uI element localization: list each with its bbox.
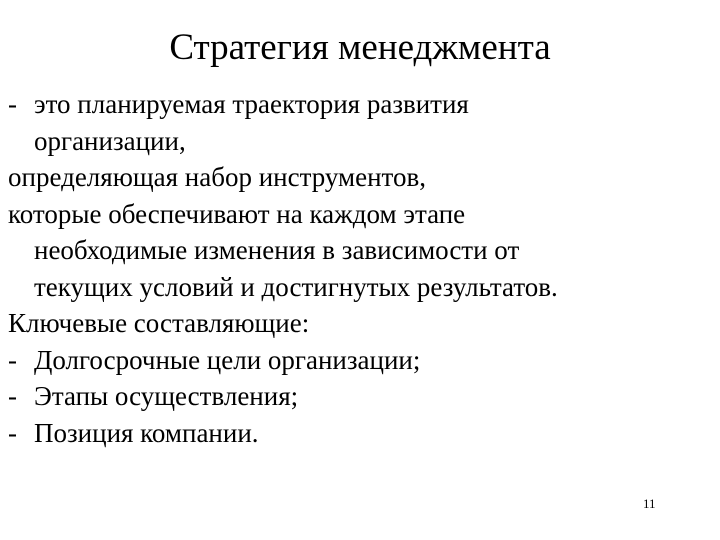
bullet-dash: - xyxy=(8,344,17,375)
line-text: текущих условий и достигнутых результатов. xyxy=(34,271,558,302)
components-heading xyxy=(8,305,713,342)
definition-line-1 xyxy=(8,86,713,123)
line-text: Позиция компании. xyxy=(34,417,259,448)
component-item-goals xyxy=(8,342,713,379)
definition-line-2 xyxy=(8,123,713,160)
slide-body xyxy=(8,86,713,451)
line-text: которые обеспечивают на каждом этапе xyxy=(8,198,466,229)
bullet-dash: - xyxy=(8,417,17,448)
slide-title: Стратегия менеджмента xyxy=(169,27,551,68)
component-item-stages xyxy=(8,378,713,415)
line-text: это планируемая траектория развития xyxy=(34,89,469,119)
line-text: организации, xyxy=(34,125,186,156)
bullet-dash: - xyxy=(8,89,17,119)
page-number: 11 xyxy=(643,496,656,511)
line-text: необходимые изменения в зависимости от xyxy=(34,235,520,265)
component-item-position xyxy=(8,415,713,452)
definition-line-6 xyxy=(8,269,713,306)
definition-line-3 xyxy=(8,159,713,196)
line-text: Долгосрочные цели организации; xyxy=(34,344,421,375)
bullet-dash: - xyxy=(8,381,17,411)
line-text: определяющая набор инструментов, xyxy=(8,162,426,192)
definition-line-4 xyxy=(8,196,713,233)
line-text: Этапы осуществления; xyxy=(34,381,299,411)
line-text: Ключевые составляющие: xyxy=(8,308,310,338)
definition-line-5 xyxy=(8,232,713,269)
